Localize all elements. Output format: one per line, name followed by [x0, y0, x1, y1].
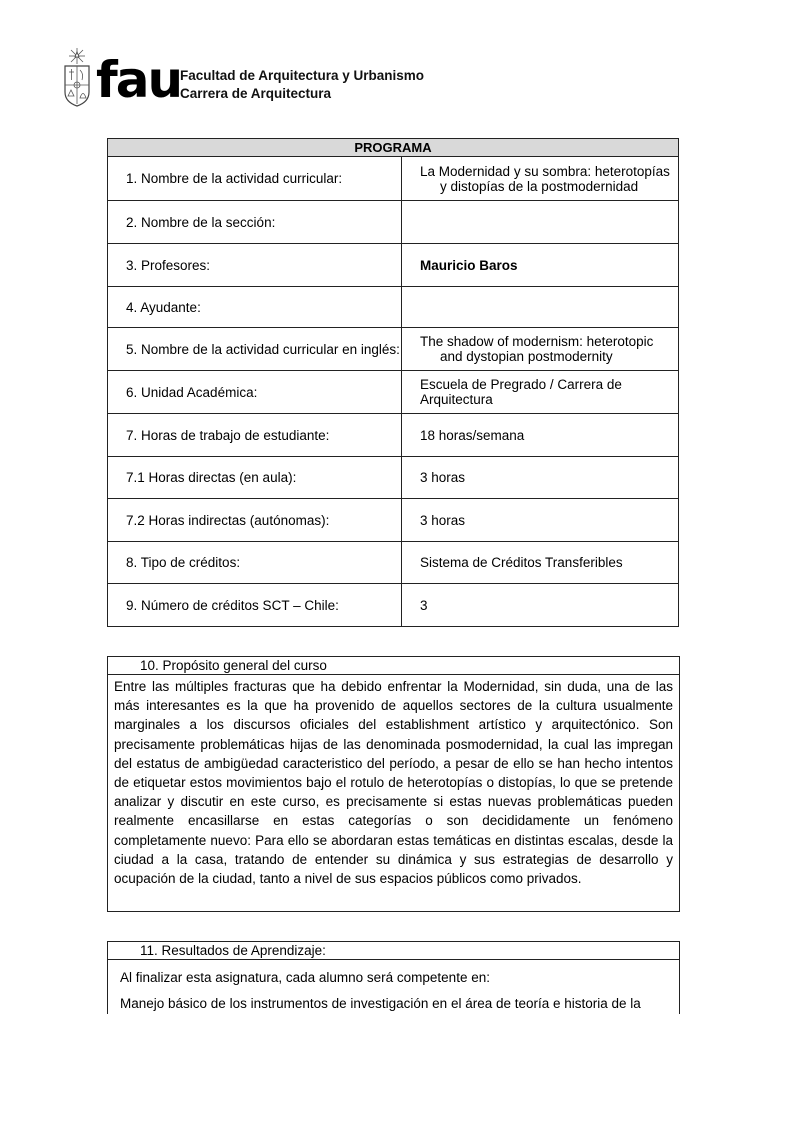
- programa-row: [108, 414, 679, 457]
- row-value: [402, 414, 679, 457]
- programa-row: [108, 499, 679, 542]
- row-value-text: 18 horas/semana: [420, 427, 525, 443]
- row-value-text: 3 horas: [420, 512, 466, 528]
- programa-row: [108, 584, 679, 627]
- logo-wordmark: fau: [96, 51, 182, 109]
- row-label-text: 8. Tipo de créditos:: [126, 555, 241, 570]
- row-label-text: 2. Nombre de la sección:: [126, 214, 276, 230]
- row-label: [108, 499, 402, 542]
- resultados-section: [107, 941, 680, 1014]
- row-label-text: 9. Número de créditos SCT – Chile:: [126, 597, 339, 613]
- row-value-text: Mauricio Baros: [420, 257, 518, 273]
- row-value-text: La Modernidad y su sombra: heterotopías y distopías de la postmodernidad: [420, 163, 670, 194]
- row-label: [108, 157, 402, 201]
- row-label-text: 7.2 Horas indirectas (autónomas):: [126, 512, 330, 528]
- row-label-text: 4. Ayudante:: [126, 299, 201, 315]
- programa-row: [108, 371, 679, 414]
- programa-row: [108, 244, 679, 287]
- row-label-text: 6. Unidad Académica:: [126, 384, 258, 400]
- proposito-title: 10. Propósito general del curso: [108, 657, 679, 675]
- row-label: [108, 457, 402, 499]
- row-label-text: 7. Horas de trabajo de estudiante:: [126, 427, 330, 443]
- row-label: [108, 244, 402, 287]
- row-label: [108, 542, 402, 584]
- proposito-body: Entre las múltiples fracturas que ha debido enfrentar la Modernidad, sin duda, una de las más interesantes es la que ha provenido de aquellos sectores de la cultura usualmente marginales a los discursos oficiales del establishment artístico y arquitectónico. Son precisamente problemáticas hijas de las denominada posmodernidad, la cual las impregan del estatus de ambigüedad caracteristico del período, a pesar de ello se han hecho intentos de etiquetar estos movimientos bajo el rotulo de heterotopías o distopías, lo que se pretende analizar y discutir en este curso, es precisamente si estas nuevas problemáticas pueden realmente encasillarse en estas categorías o son decididamente un fenómeno completamente nuevo: Para ello se abordaran estas temáticas en distintas escalas, desde la ciudad a la casa, tratando de entender su dinámica y sus estrategias de desarrollo y ocupación de la ciudad, tanto a nivel de sus espacios públicos como privados.: [114, 679, 673, 887]
- proposito-section: [107, 656, 680, 912]
- faculty-name: Facultad de Arquitectura y Urbanismo: [180, 68, 425, 83]
- row-value-text: The shadow of modernism: heterotopic and dystopian postmodernity: [420, 334, 654, 364]
- programa-row: [108, 201, 679, 244]
- header-title: [180, 67, 424, 103]
- row-value: [402, 201, 679, 244]
- row-value: [402, 584, 679, 627]
- row-label: [108, 328, 402, 371]
- programa-row: [108, 328, 679, 371]
- row-value-text: 3 horas: [420, 470, 466, 485]
- resultados-title: 11. Resultados de Aprendizaje:: [108, 942, 679, 960]
- programa-table: [107, 138, 679, 627]
- row-label-text: 3. Profesores:: [126, 257, 211, 273]
- programa-row: [108, 542, 679, 584]
- row-value: [402, 328, 679, 371]
- resultados-intro: Al finalizar esta asignatura, cada alumno será competente en:: [120, 970, 490, 985]
- programa-row: [108, 287, 679, 328]
- row-label: [108, 584, 402, 627]
- row-value: [402, 287, 679, 328]
- row-value: [402, 499, 679, 542]
- resultados-item: Manejo básico de los instrumentos de investigación en el área de teoría e historia de la: [120, 996, 641, 1011]
- row-value: [402, 371, 679, 414]
- row-label-text: 7.1 Horas directas (en aula):: [126, 470, 297, 485]
- career-name: Carrera de Arquitectura: [180, 86, 332, 101]
- programa-row: [108, 457, 679, 499]
- university-crest-icon: [62, 46, 92, 108]
- row-value-text: Sistema de Créditos Transferibles: [420, 555, 623, 570]
- row-value: [402, 157, 679, 201]
- row-label-text: 5. Nombre de la actividad curricular en inglés:: [126, 341, 400, 357]
- row-value: [402, 457, 679, 499]
- row-value: [402, 244, 679, 287]
- row-value-text: 3: [420, 597, 428, 613]
- row-label: [108, 287, 402, 328]
- row-value: [402, 542, 679, 584]
- row-label: [108, 414, 402, 457]
- faculty-logo: [62, 46, 181, 108]
- row-label-text: 1. Nombre de la actividad curricular:: [126, 171, 343, 186]
- row-label: [108, 371, 402, 414]
- row-label: [108, 201, 402, 244]
- programa-title: PROGRAMA: [108, 139, 679, 157]
- programa-row: [108, 157, 679, 201]
- row-value-text: Escuela de Pregrado / Carrera de Arquitectura: [420, 377, 622, 407]
